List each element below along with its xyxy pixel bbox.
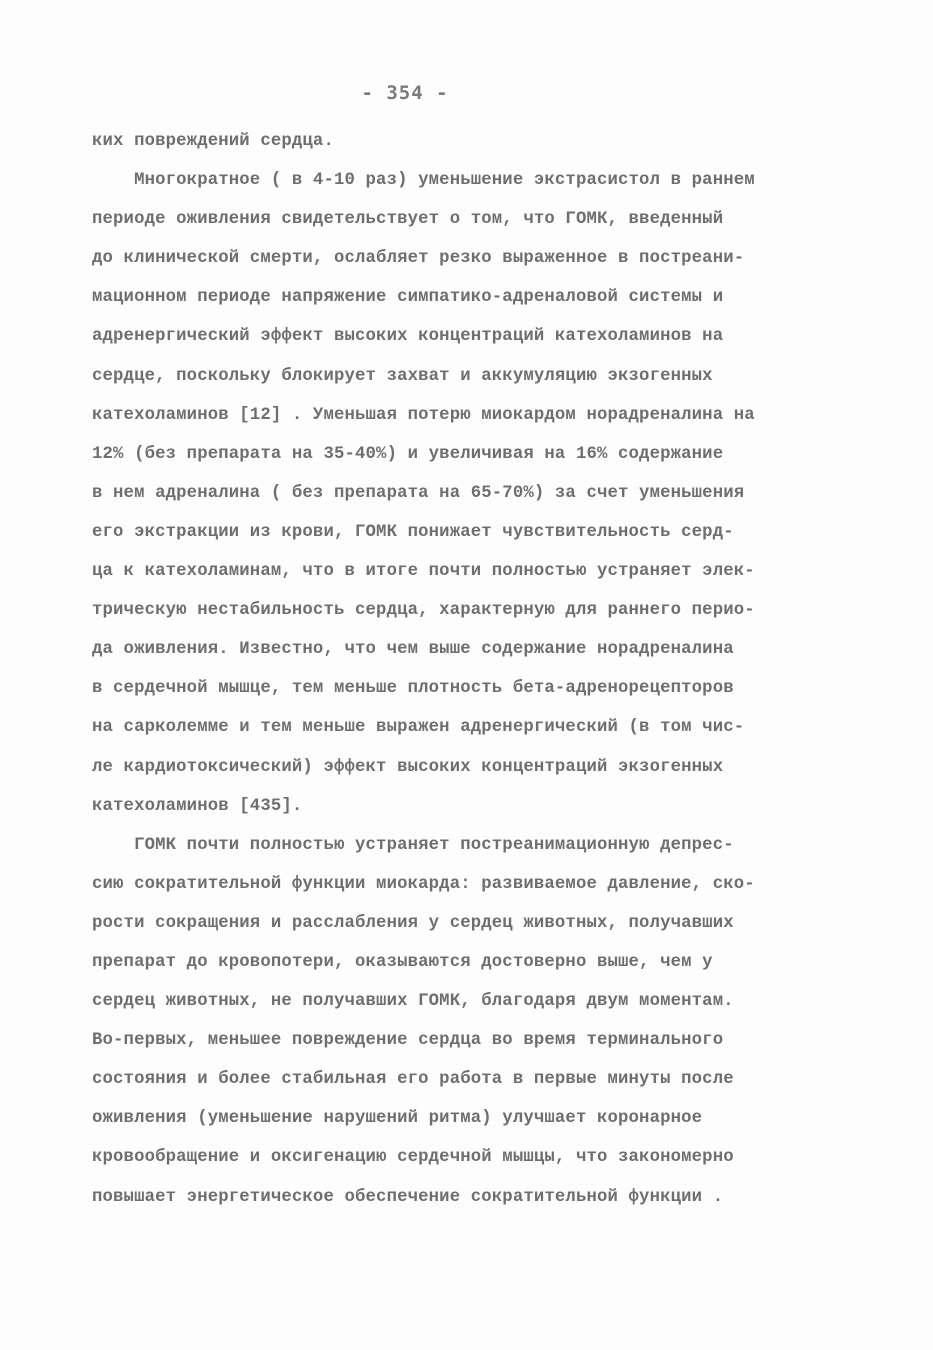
text-line: ких повреждений сердца. [92,132,334,151]
text-line: в сердечной мышце, тем меньше плотность бета-адренорецепторов [92,679,734,699]
text-line: препарат до кровопотери, оказываются достоверно выше, чем у [92,952,713,972]
text-line: рости сокращения и расслабления у сердец животных, получавших [92,913,734,933]
text-line: 12% (без препарата на 35-40%) и увеличивая на 16% содержание [92,444,724,464]
text-line: его экстракции из крови, ГОМК понижает чувствительность серд- [92,522,734,542]
text-line: сердце, поскольку блокирует захват и аккумуляцию экзогенных [92,366,713,386]
body-text [92,122,852,1217]
text-line: мационном периоде напряжение симпатико-адреналовой системы и [92,288,724,308]
text-line: оживления (уменьшение нарушений ритма) улучшает коронарное [92,1109,703,1129]
text-line: сердец животных, не получавших ГОМК, благодаря двум моментам. [92,992,734,1012]
text-line: ГОМК почти полностью устраняет постреанимационную депрес- [92,835,734,855]
text-line: Многократное ( в 4-10 раз) уменьшение экстрасистол в раннем [92,171,755,191]
text-line: периоде оживления свидетельствует о том, что ГОМК, введенный [92,210,724,230]
text-line: катехоламинов [435]. [92,796,303,816]
text-line: Во-первых, меньшее повреждение сердца во время терминального [92,1031,724,1051]
text-line: повышает энергетическое обеспечение сократительной функции . [92,1187,724,1207]
text-line: ле кардиотоксический) эффект высоких концентраций экзогенных [92,757,724,777]
text-line: кровообращение и оксигенацию сердечной мышцы, что закономерно [92,1148,734,1168]
text-line: до клинической смерти, ослабляет резко выраженное в постреани- [92,249,745,269]
text-line: на сарколемме и тем меньше выражен адренергический (в том чис- [92,718,745,738]
text-line: катехоламинов [12] . Уменьшая потерю миокардом норадреналина на [92,405,755,425]
text-line: да оживления. Известно, что чем выше содержание норадреналина [92,640,734,660]
page-number: - 354 - [361,82,449,104]
text-line: трическую нестабильность сердца, характерную для раннего перио- [92,601,755,621]
text-line: ца к катехоламинам, что в итоге почти полностью устраняет элек- [92,562,755,582]
text-line: состояния и более стабильная его работа в первые минуты после [92,1070,734,1090]
text-line: адренергический эффект высоких концентраций катехоламинов на [92,327,724,347]
text-line: сию сократительной функции миокарда: развиваемое давление, ско- [92,874,755,894]
text-line: в нем адреналина ( без препарата на 65-70%) за счет уменьшения [92,483,745,503]
